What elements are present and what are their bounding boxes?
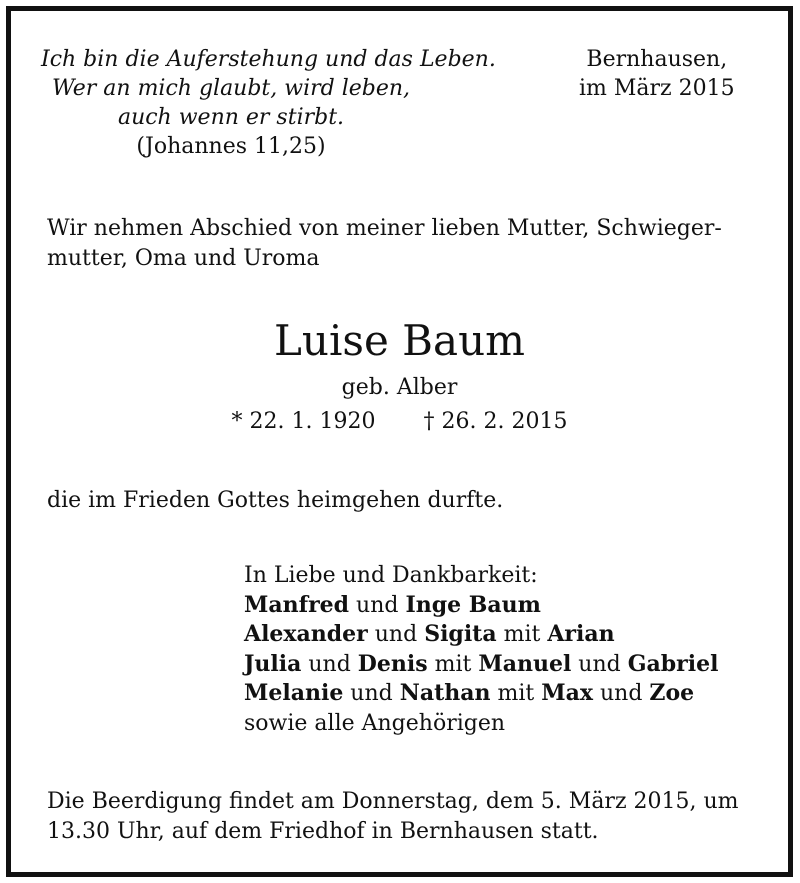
maiden-name: geb. Alber	[341, 375, 458, 400]
connector: und	[343, 681, 400, 706]
intro-line-2: mutter, Oma und Uroma	[47, 246, 320, 271]
connector: mit	[490, 681, 542, 706]
verse-line-3: auch wenn er stirbt.	[117, 105, 345, 130]
connector: mit	[496, 622, 548, 647]
mourners-list	[244, 561, 718, 738]
mourner-name: Sigita	[424, 621, 497, 647]
funeral-line-1: Die Beerdigung findet am Donnerstag, dem 5. März 2015, um	[47, 789, 739, 814]
connector: und	[301, 651, 358, 677]
mourner-name: Alexander	[244, 621, 368, 647]
mourners-closing: sowie alle Angehörigen	[244, 710, 506, 736]
mourner-name: Manuel	[478, 650, 572, 677]
mourner-name: Gabriel	[627, 650, 719, 677]
verse-line-2: Wer an mich glaubt, wird leben,	[51, 76, 411, 101]
connector: und	[571, 651, 628, 677]
mourner-name: Nathan	[399, 680, 491, 706]
mourner-name: Arian	[547, 621, 615, 647]
peace-line: die im Frieden Gottes heimgehen durfte.	[47, 488, 504, 513]
mourner-name: Zoe	[649, 680, 695, 706]
connector: mit	[427, 651, 479, 677]
mourner-row	[244, 679, 718, 709]
birth-date: * 22. 1. 1920	[231, 409, 376, 434]
funeral-info	[47, 787, 739, 847]
bible-verse	[41, 45, 496, 161]
life-dates	[11, 407, 788, 437]
verse-reference: (Johannes 11,25)	[136, 134, 326, 159]
mourner-name: Melanie	[244, 680, 344, 706]
connector: und	[592, 681, 650, 706]
connector: und	[367, 622, 425, 647]
obituary-notice	[6, 6, 793, 877]
deceased-name: Luise Baum	[274, 316, 525, 365]
death-date: † 26. 2. 2015	[423, 409, 568, 434]
place: Bernhausen,	[586, 47, 728, 72]
date: im März 2015	[579, 76, 735, 101]
intro-text	[47, 214, 722, 274]
mourner-name: Denis	[357, 650, 428, 677]
mourner-row	[244, 591, 718, 621]
intro-line-1: Wir nehmen Abschied von meiner lieben Mutter, Schwieger-	[47, 216, 722, 241]
mourner-name: Inge Baum	[405, 591, 541, 618]
mourner-row	[244, 620, 718, 650]
connector: und	[349, 592, 406, 618]
mourner-name: Julia	[244, 650, 302, 677]
mourner-row	[244, 650, 718, 680]
place-date	[579, 45, 735, 103]
verse-line-1: Ich bin die Auferstehung und das Leben.	[41, 47, 496, 72]
mourner-name: Manfred	[244, 591, 350, 618]
mourner-name: Max	[541, 680, 593, 706]
mourners-heading: In Liebe und Dankbarkeit:	[244, 563, 538, 588]
funeral-line-2: 13.30 Uhr, auf dem Friedhof in Bernhausen statt.	[47, 819, 599, 844]
